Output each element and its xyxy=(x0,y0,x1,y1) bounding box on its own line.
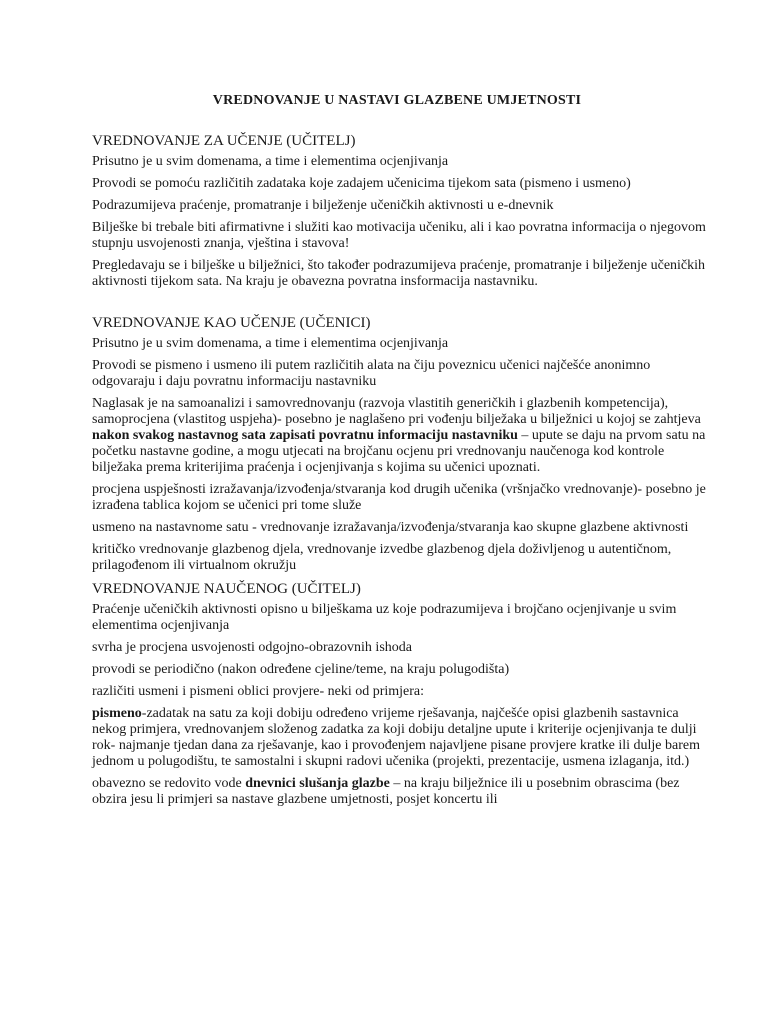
bold-text: nakon svakog nastavnog sata zapisati povratnu informaciju nastavniku xyxy=(92,428,518,443)
text-run: obavezno se redovito vode xyxy=(92,776,246,791)
text-run: Naglasak je na samoanalizi i samovrednovanju (razvoja vlastitih generičkih i glazbenih kompetencija), samoprocjena (vlastitog uspjeha)- posebno je naglašeno pri vođenju bilježaka u bilježnici u kojoj se zahtjeva xyxy=(92,396,701,427)
bold-text: pismeno xyxy=(92,706,142,721)
text-run: različiti usmeni i pismeni oblici provjere- neki od primjera: xyxy=(92,684,425,699)
text-run: Prisutno je u svim domenama, a time i elementima ocjenjivanja xyxy=(92,336,449,351)
paragraph xyxy=(92,662,706,678)
text-run: Bilješke bi trebale biti afirmativne i služiti kao motivacija učeniku, ali i kao povratna informacija o njegovom stupnju usvojenosti znanja, vještina i stavova! xyxy=(92,220,706,251)
paragraph xyxy=(92,706,706,770)
bold-text: dnevnici slušanja glazbe xyxy=(245,776,390,791)
paragraph xyxy=(92,520,706,536)
text-run: svrha je procjena usvojenosti odgojno-obrazovnih ishoda xyxy=(92,640,412,655)
paragraph xyxy=(92,336,706,352)
section-1 xyxy=(92,132,706,290)
text-run: Praćenje učeničkih aktivnosti opisno u bilješkama uz koje podrazumijeva i brojčano ocjenjivanje u svim elementima ocjenjivanja xyxy=(92,602,677,633)
text-run: -zadatak na satu za koji dobiju određeno vrijeme rješavanja, najčešće opisi glazbenih sastavnica nekog primjera, vrednovanjem složenog zadatka za koji dobiju detaljne upute i kriterije ocjenjivanja te dulji rok- najmanje tjedan dana za rješavanje, kao i provođenjem najavljene pisane provjere kratke ili dulje barem jednom u polugodištu, te samostalni i skupni radovi učenika (projekti, prezentacije, usmena izlaganja, itd.) xyxy=(92,706,700,769)
text-run: Podrazumijeva praćenje, promatranje i bilježenje učeničkih aktivnosti u e-dnevnik xyxy=(92,198,554,213)
document-body xyxy=(92,132,706,808)
paragraph xyxy=(92,684,706,700)
paragraph xyxy=(92,776,706,808)
text-run: – upute se daju na prvom satu na početku nastavne godine, a mogu utjecati na brojčanu ocjenu pri vrednovanju naučenoga kod kontrole bilježaka prema kriterijima praćenja i ocjenjivanja s kojima su učenici upoznati. xyxy=(92,428,706,475)
text-run: Provodi se pismeno i usmeno ili putem različitih alata na čiju poveznicu učenici najčešće anonimno odgovaraju i daju povratnu informaciju nastavniku xyxy=(92,358,651,389)
section-heading: VREDNOVANJE NAUČENOG (UČITELJ) xyxy=(92,581,361,597)
section-3 xyxy=(92,580,706,808)
paragraph xyxy=(92,358,706,390)
text-run: Provodi se pomoću različitih zadataka koje zadajem učenicima tijekom sata (pismeno i usmeno) xyxy=(92,176,631,191)
paragraph xyxy=(92,542,706,574)
section-2 xyxy=(92,314,706,574)
section-heading: VREDNOVANJE KAO UČENJE (UČENICI) xyxy=(92,315,371,331)
paragraph xyxy=(92,220,706,252)
text-run: kritičko vrednovanje glazbenog djela, vrednovanje izvedbe glazbenog djela doživljenog u autentičnom, prilagođenom ili virtualnom okružju xyxy=(92,542,672,573)
text-run: Prisutno je u svim domenama, a time i elementima ocjenjivanja xyxy=(92,154,449,169)
document-title: VREDNOVANJE U NASTAVI GLAZBENE UMJETNOSTI xyxy=(212,93,582,108)
section-heading: VREDNOVANJE ZA UČENJE (UČITELJ) xyxy=(92,133,356,149)
paragraph xyxy=(92,602,706,634)
paragraph xyxy=(92,154,706,170)
paragraph xyxy=(92,258,706,290)
text-run: usmeno na nastavnome satu - vrednovanje izražavanja/izvođenja/stvaranja kao skupne glazbene aktivnosti xyxy=(92,520,689,535)
text-run: provodi se periodično (nakon određene cjeline/teme, na kraju polugodišta) xyxy=(92,662,510,677)
text-run: – na kraju bilježnice ili u posebnim obrascima (bez obzira jesu li primjeri sa nastave glazbene umjetnosti, posjet koncertu ili xyxy=(92,776,680,807)
text-run: procjena uspješnosti izražavanja/izvođenja/stvaranja kod drugih učenika (vršnjačko vrednovanje)- posebno je izrađena tablica kojom se učenici pri tome služe xyxy=(92,482,706,513)
paragraph xyxy=(92,396,706,476)
paragraph xyxy=(92,176,706,192)
paragraph xyxy=(92,198,706,214)
paragraph xyxy=(92,482,706,514)
text-run: Pregledavaju se i bilješke u bilježnici, što također podrazumijeva praćenje, promatranje i bilježenje učeničkih aktivnosti tijekom sata. Na kraju je obavezna povratna insformacija nastavniku. xyxy=(92,258,706,289)
paragraph xyxy=(92,640,706,656)
